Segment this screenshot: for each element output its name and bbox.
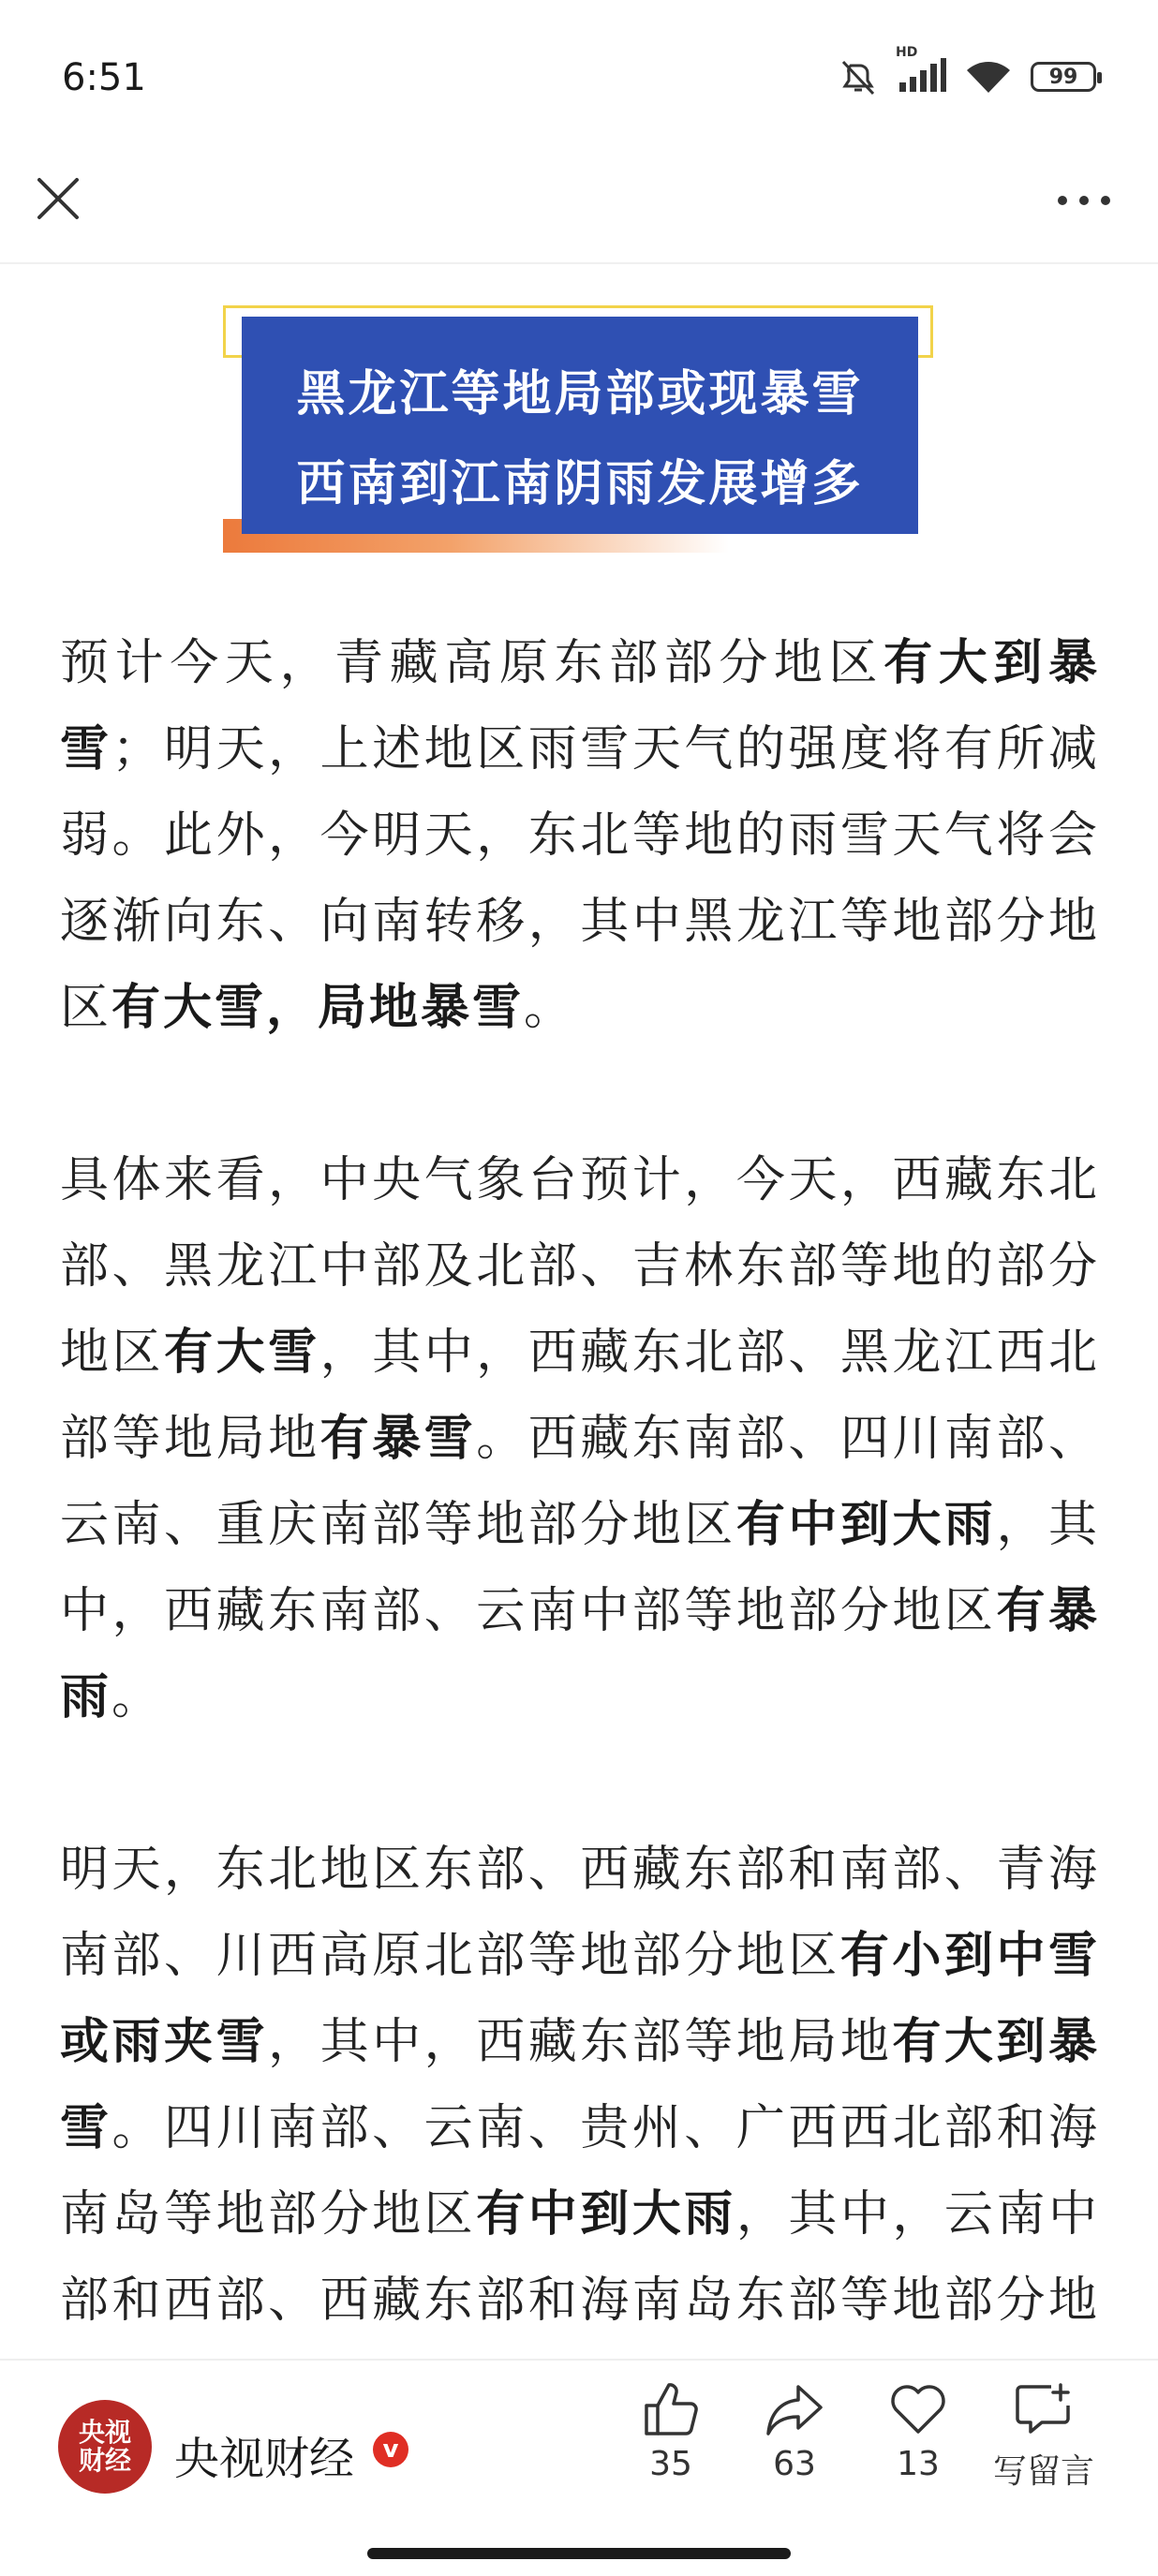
signal-icon <box>898 58 946 92</box>
article-highlight: 有小到中雪或雨夹雪 <box>60 1928 1100 2070</box>
status-icons <box>838 45 1096 96</box>
article-highlight: 有大到暴雪 <box>60 2014 1100 2156</box>
article-highlight: 有暴雨 <box>60 1583 1100 1725</box>
share-count: 63 <box>773 2445 816 2483</box>
article-text: ，其中，西藏东北部、黑龙江西北部等地局地 <box>60 1325 1100 1467</box>
battery-level: 99 <box>1048 65 1078 89</box>
article-paragraph-3 <box>60 1827 1100 2430</box>
favorite-button[interactable] <box>862 2381 974 2483</box>
article-text: 。 <box>111 1669 164 1725</box>
avatar[interactable] <box>58 2400 152 2494</box>
article-highlight: 有中到大雨 <box>735 1497 997 1553</box>
like-button[interactable] <box>615 2381 727 2483</box>
heart-icon <box>888 2381 948 2437</box>
more-dots-icon[interactable] <box>1051 182 1117 219</box>
article-highlight: 有大雪，局地暴雪 <box>111 980 525 1036</box>
author-name[interactable]: 央视财经 <box>174 2433 355 2485</box>
bottom-action-bar <box>0 2359 1158 2539</box>
comment-button[interactable] <box>986 2381 1102 2493</box>
article-highlight: 有大到暴雪 <box>60 635 1100 777</box>
article-text: ，其中，西藏东部等地局地 <box>268 2014 893 2070</box>
article-paragraph-2 <box>60 1137 1100 1740</box>
article-highlight: 有大雪 <box>164 1325 320 1381</box>
article-text: 具体来看，中央气象台预计，今天，西藏东北部、黑龙江中部及北部、吉林东部等地的部分地区 <box>60 1152 1100 1381</box>
network-label: HD <box>896 45 918 60</box>
like-count: 35 <box>649 2445 692 2483</box>
article-text: 。西藏东南部、四川南部、云南、重庆南部等地部分地区 <box>60 1411 1100 1553</box>
verified-badge-icon: v <box>373 2432 408 2467</box>
article-highlight: 有暴雪 <box>319 1411 477 1467</box>
comment-label: 写留言 <box>992 2452 1094 2491</box>
article-text: 预计今天，青藏高原东部部分地区 <box>60 635 884 691</box>
avatar-text: 央视财经 <box>78 2417 131 2476</box>
article-text: 明天，东北地区东部、西藏东部和南部、青海南部、川西高原北部等地部分地区 <box>60 1842 1100 1984</box>
favorite-count: 13 <box>897 2445 940 2483</box>
close-icon[interactable] <box>30 170 86 227</box>
thumbs-up-icon <box>641 2381 701 2437</box>
banner-box <box>242 317 918 534</box>
article-text: ；明天，上述地区雨雪天气的强度将有所减弱。此外，今明天，东北等地的雨雪天气将会逐渐向东、向南转移，其中黑龙江等地部分地区 <box>60 721 1100 1036</box>
mute-icon <box>838 58 879 96</box>
article-text: 。 <box>524 980 576 1036</box>
signal-group <box>896 45 946 96</box>
headline-banner <box>223 305 935 558</box>
status-time: 6:51 <box>62 56 146 99</box>
article-text: ，其中，西藏东南部、云南中部等地部分地区 <box>60 1497 1100 1639</box>
article-paragraph-1 <box>60 620 1100 1051</box>
article-highlight: 有中到大雨 <box>476 2186 736 2243</box>
home-indicator[interactable] <box>367 2548 791 2559</box>
share-button[interactable] <box>738 2381 851 2483</box>
wifi-icon <box>965 59 1012 95</box>
article-text: 。四川南部、云南、贵州、广西西北部和海南岛等地部分地区 <box>60 2100 1100 2243</box>
banner-title-line1: 黑龙江等地局部或现暴雪 <box>296 366 864 422</box>
top-nav-bar <box>0 159 1158 264</box>
status-bar <box>0 0 1158 159</box>
article-body <box>60 620 1100 2516</box>
share-icon <box>765 2381 824 2437</box>
banner-title-line2: 西南到江南阴雨发展增多 <box>296 456 864 512</box>
battery-icon <box>1031 62 1096 92</box>
article-text: ，其中，云南中部和西部、西藏东部和海南岛东部等地部分地 <box>60 2186 1100 2329</box>
comment-icon <box>1014 2381 1074 2437</box>
